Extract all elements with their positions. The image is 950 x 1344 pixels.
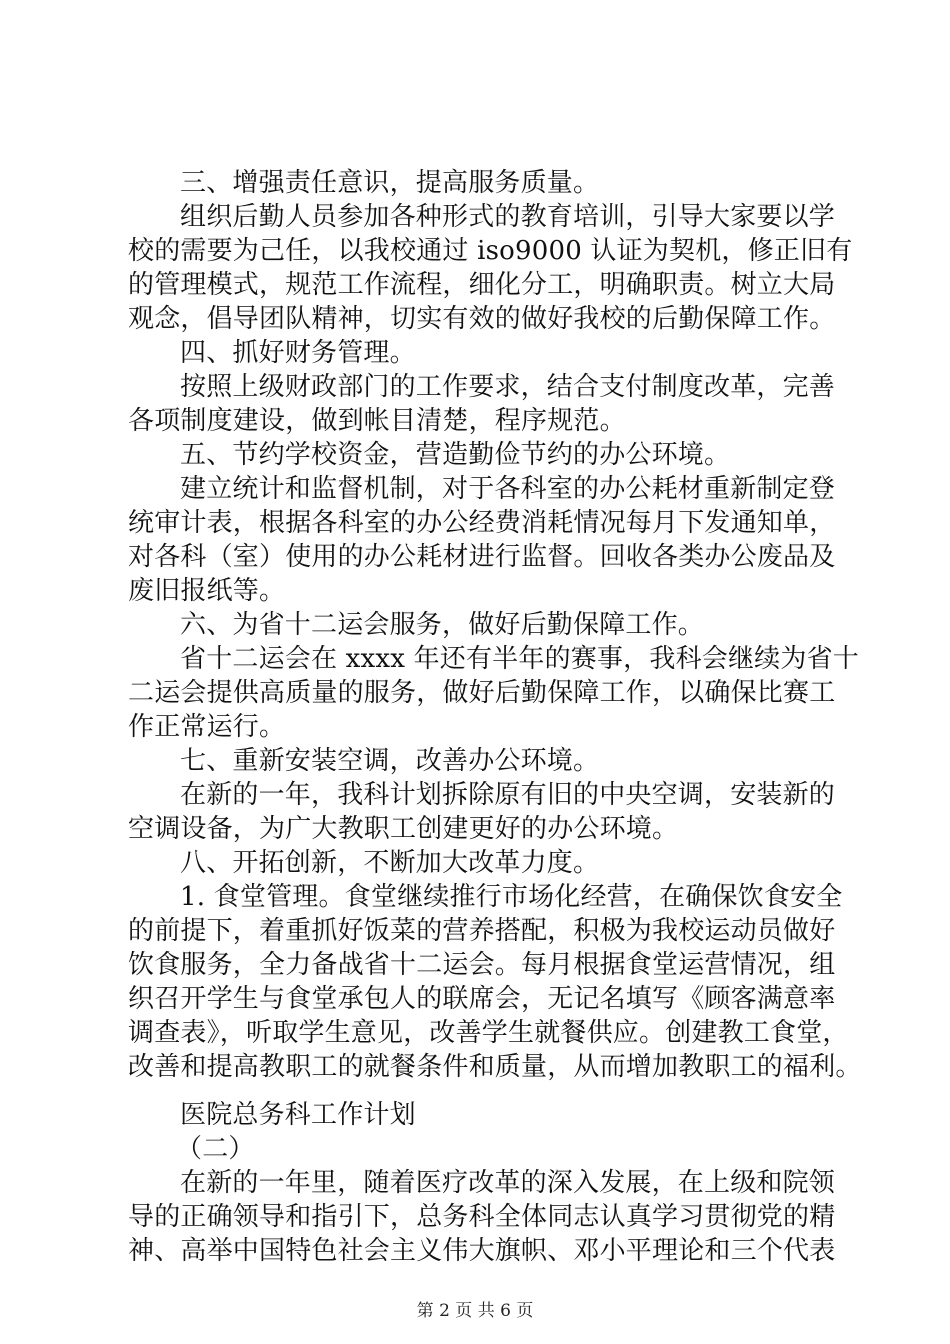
text-line: 统审计表，根据各科室的办公经费消耗情况每月下发通知单， <box>128 508 836 538</box>
text-line: 1. 食堂管理。食堂继续推行市场化经营，在确保饮食安全 <box>180 882 843 912</box>
text-line: 调查表》，听取学生意见，改善学生就餐供应。创建教工食堂， <box>128 1018 849 1048</box>
text-line: 五、节约学校资金，营造勤俭节约的办公环境。 <box>180 440 731 470</box>
text-line: 改善和提高教职工的就餐条件和质量，从而增加教职工的福利。 <box>128 1052 862 1082</box>
text-line: 七、重新安装空调，改善办公环境。 <box>180 746 600 776</box>
text-line: 三、增强责任意识，提高服务质量。 <box>180 168 600 198</box>
text-line: 在新的一年，我科计划拆除原有旧的中央空调，安装新的 <box>180 780 836 810</box>
text-line: 饮食服务，全力备战省十二运会。每月根据食堂运营情况，组 <box>128 950 836 980</box>
text-line: 医院总务科工作计划 <box>180 1100 416 1130</box>
text-line: 对各科（室）使用的办公耗材进行监督。回收各类办公废品及 <box>128 542 836 572</box>
text-line: 四、抓好财务管理。 <box>180 338 416 368</box>
text-line: 神、高举中国特色社会主义伟大旗帜、邓小平理论和三个代表 <box>128 1236 836 1266</box>
text-line: 各项制度建设，做到帐目清楚，程序规范。 <box>128 406 626 436</box>
text-line: （二） <box>176 1134 255 1164</box>
text-line: 六、为省十二运会服务，做好后勤保障工作。 <box>180 610 705 640</box>
text-line: 校的需要为己任，以我校通过 iso9000 认证为契机，修正旧有 <box>128 236 853 266</box>
text-line: 组织后勤人员参加各种形式的教育培训，引导大家要以学 <box>180 202 836 232</box>
page-footer: 第 2 页 共 6 页 <box>416 1301 534 1321</box>
text-line: 织召开学生与食堂承包人的联席会，无记名填写《顾客满意率 <box>128 984 836 1014</box>
text-line: 八、开拓创新，不断加大改革力度。 <box>180 848 600 878</box>
text-line: 省十二运会在 xxxx 年还有半年的赛事，我科会继续为省十 <box>180 644 859 674</box>
text-line: 导的正确领导和指引下，总务科全体同志认真学习贯彻党的精 <box>128 1202 836 1232</box>
text-line: 作正常运行。 <box>128 712 286 742</box>
text-line: 的前提下，着重抓好饭菜的营养搭配，积极为我校运动员做好 <box>128 916 836 946</box>
text-line: 二运会提供高质量的服务，做好后勤保障工作，以确保比赛工 <box>128 678 836 708</box>
text-line: 的管理模式，规范工作流程，细化分工，明确职责。树立大局 <box>128 270 836 300</box>
text-line: 观念，倡导团队精神，切实有效的做好我校的后勤保障工作。 <box>128 304 836 334</box>
text-line: 建立统计和监督机制，对于各科室的办公耗材重新制定登 <box>180 474 836 504</box>
text-line: 按照上级财政部门的工作要求，结合支付制度改革，完善 <box>180 372 836 402</box>
text-line: 废旧报纸等。 <box>128 576 286 606</box>
text-line: 空调设备，为广大教职工创建更好的办公环境。 <box>128 814 679 844</box>
text-line: 在新的一年里，随着医疗改革的深入发展，在上级和院领 <box>180 1168 836 1198</box>
